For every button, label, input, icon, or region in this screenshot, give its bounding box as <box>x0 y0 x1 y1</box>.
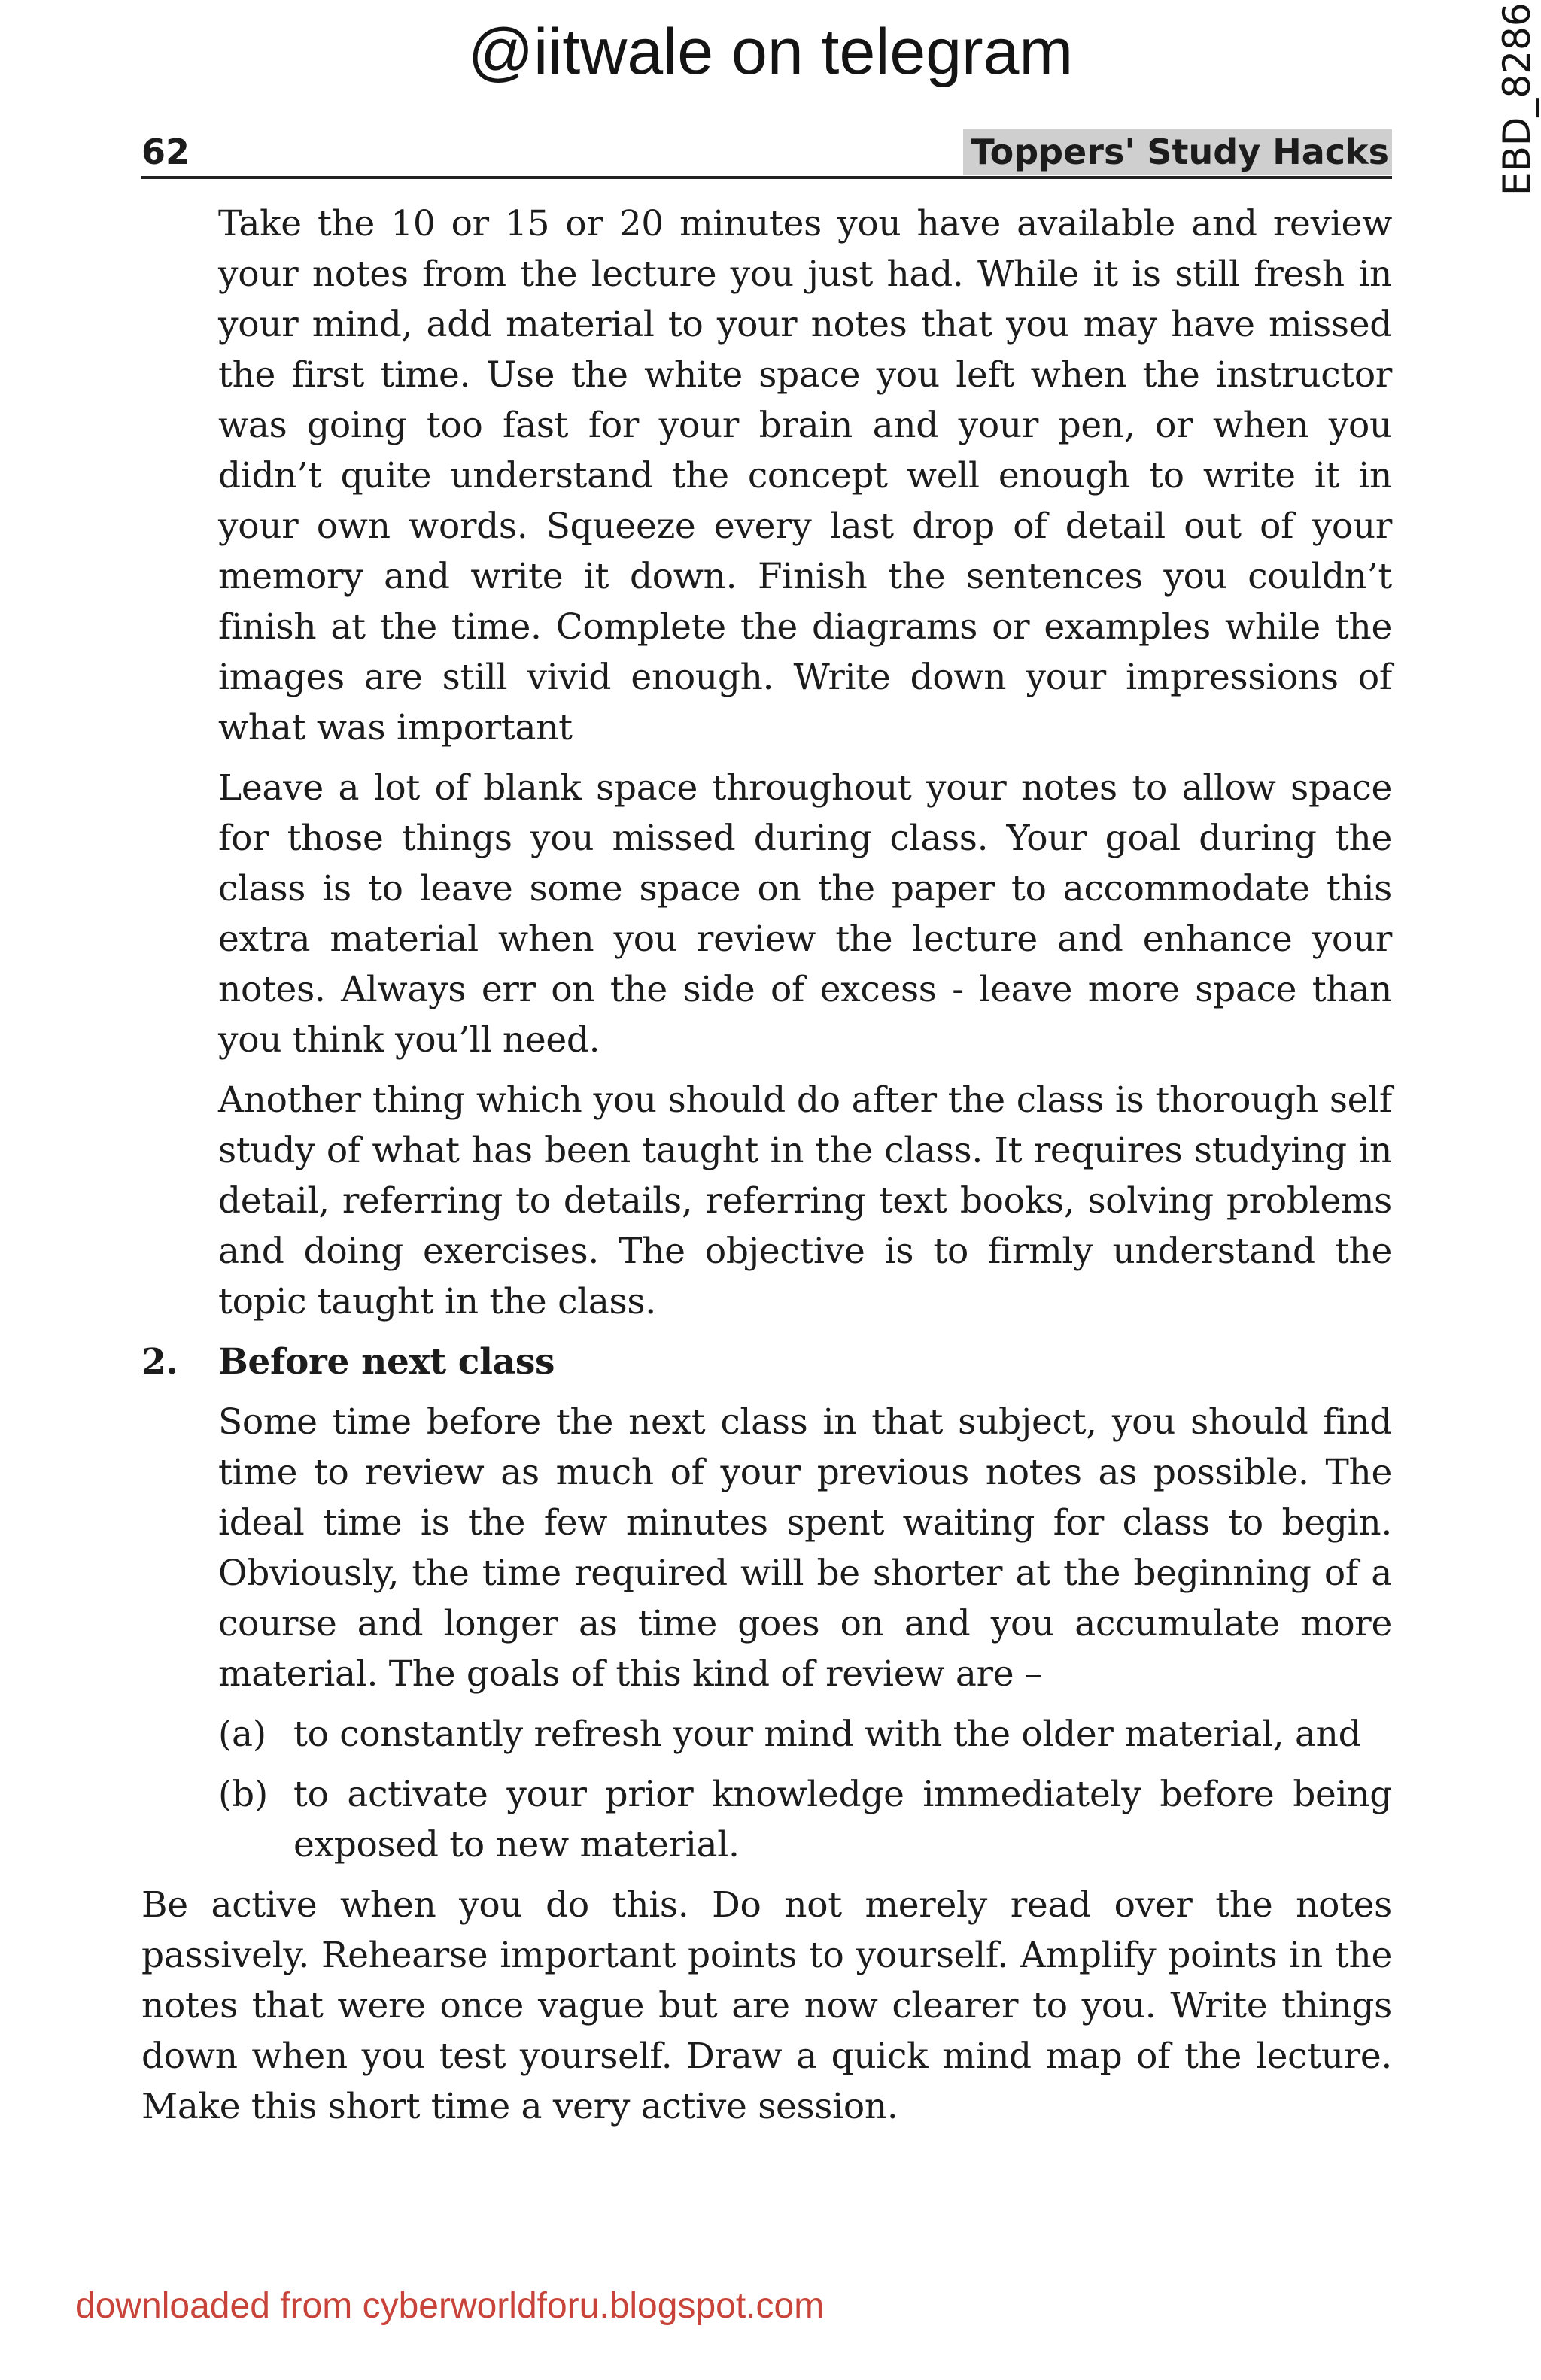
list-item-text: to constantly refresh your mind with the older material, and <box>293 1714 1361 1755</box>
paragraph-self-study: Another thing which you should do after the class is thorough self study of what has been taught in the class. It requires studying in detail, referring to details, referring text books, solving problems and doing exercises. The objective is to firmly understand the topic taught in the class. <box>218 1079 1392 1322</box>
section-title: Before next class <box>218 1341 555 1383</box>
book-title: Toppers' Study Hacks <box>963 129 1392 175</box>
paragraph-blank-space: Leave a lot of blank space throughout your notes to allow space for those things you missed during class. Your goal during the class is to leave some space on the paper to accommodate this extra material when you review the lecture and enhance your notes. Always err on the side of excess - leave more space than you think you’ll need. <box>218 767 1392 1061</box>
telegram-watermark: @iitwale on telegram <box>467 16 1074 88</box>
list-item <box>218 1709 1392 1759</box>
list-marker: (a) <box>218 1714 266 1755</box>
paragraph-before-next-class: Some time before the next class in that subject, you should find time to review as much of your previous notes as possible. The ideal time is the few minutes spent waiting for class to begin. Obviously, the time required will be shorter at the beginning of a course and longer as time goes on and you accumulate more material. The goals of this kind of review are – <box>218 1401 1392 1695</box>
page-body <box>141 199 1392 2132</box>
paragraph-be-active: Be active when you do this. Do not merely read over the notes passively. Rehearse important points to yourself. Amplify points in the notes that were once vague but are now clearer to you. Write things down when you test yourself. Draw a quick mind map of the lecture. Make this short time a very active session. <box>141 1884 1392 2127</box>
page-header <box>141 129 1392 179</box>
document-code: EBD_8286 <box>1495 2 1539 196</box>
section-number: 2. <box>141 1341 178 1383</box>
list-item-text: to activate your prior knowledge immediately before being exposed to new material. <box>293 1774 1392 1865</box>
list-marker: (b) <box>218 1774 268 1815</box>
page-number: 62 <box>141 132 190 172</box>
list-item <box>218 1769 1392 1870</box>
download-watermark: downloaded from cyberworldforu.blogspot.com <box>75 2286 825 2326</box>
paragraph-review-notes: Take the 10 or 15 or 20 minutes you have available and review your notes from the lecture you just had. While it is still fresh in your mind, add material to your notes that you may have missed the first time. Use the white space you left when the instructor was going too fast for your brain and your pen, or when you didn’t quite understand the concept well enough to write it in your own words. Squeeze every last drop of detail out of your memory and write it down. Finish the sentences you couldn’t finish at the time. Complete the diagrams or examples while the images are still vivid enough. Write down your impressions of what was important <box>218 203 1392 748</box>
section-heading <box>141 1337 1392 1387</box>
